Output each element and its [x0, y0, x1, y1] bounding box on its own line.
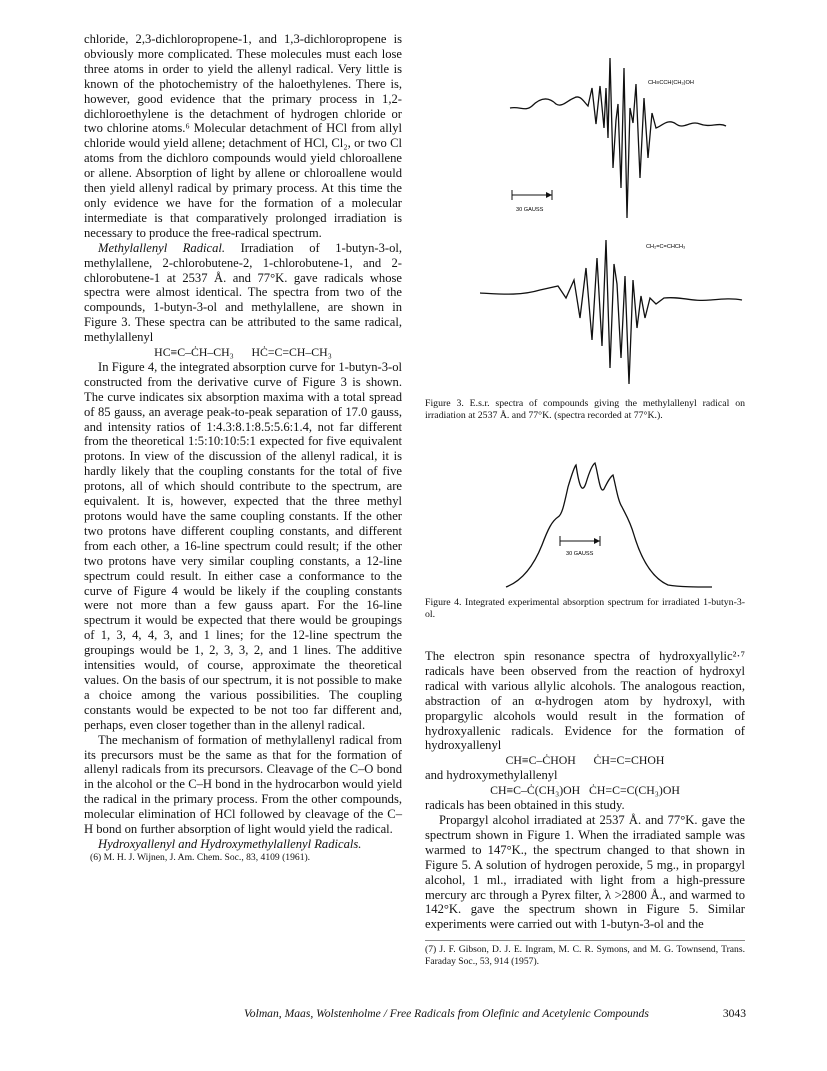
paragraph: In Figure 4, the integrated absorption curve for 1-butyn-3-ol constructed from the derivative curve of Figure 3 is shown. The curve indicates six absorption maxima with a total spread of 85 gauss, an average peak-to-peak separation of 17.0 gauss, and intensity ratios of 1:4.3:8.1:8.5:5.6:1.4, not far different from the theoretical 1:5:10:10:5:1 expected for five equivalent protons. In view of the discussion of the allenyl radical, it is hardly likely that the coupling constants for the total of five protons, all of which should contribute to the spectrum, are equivalent. It is, however, expected that the three methyl protons would have the same coupling constants. If the other two protons have different coupling constants, and different from each other, a 16-line spectrum could result; if the other two protons have very similar coupling constants, a 12-line spectrum could result. In either case a conformance to the curve of Figure 4 would be likely if the coupling constants were not more than a few gauss apart. For the 16-line spectrum it would be expected that there would be groupings of 1, 3, 4, 4, 3, and 1 lines; for the 12-line spectrum the groupings would be 1, 2, 3, 3, 2, and 1 lines. The additive intensities would, of course, approximate the theoretical values. On the basis of our spectrum, it is not possible to make a choice among the various possibilities. The coupling constants would be expected to be not too far different and, perhaps, even closer together than in the allenyl radical. — [84, 359, 402, 732]
chemical-formula: CH≡C–Ċ(CH₃)OH ĊH=C=C(CH₃)OH — [490, 783, 680, 798]
paragraph-body: Irradiation of 1-butyn-3-ol, methylallene, 2-chlorobutene-2, 1-chlorobutene-1, and 2-chlorobutene-1 at 2537 Å. and 77°K. gave radicals whose spectra were almost identical. The spectra from two of the compounds, 1-butyn-3-ol and methylallene, are shown in Figure 3. These spectra can be attributed to the same radical, methylallenyl — [84, 240, 403, 345]
page-number: 3043 — [722, 1007, 746, 1020]
chemical-formula: HC≡C–ĊH–CH₃ HĊ=C=CH–CH₃ — [154, 345, 332, 360]
right-column — [425, 649, 745, 967]
figure4-curve — [506, 463, 712, 587]
figure3-esr-spectra — [470, 28, 760, 396]
running-title: Volman, Maas, Wolstenholme / Free Radicals from Olefinic and Acetylenic Compounds — [244, 1007, 649, 1020]
paragraph: The mechanism of formation of methylallenyl radical from its precursors must be the same as that for the formation of allenyl radicals from its precursors. Cleavage of the C–O bond in the alcohol or the C–H bond in the hydrocarbon would yield the radical in the primary process. From the other compounds, molecular elimination of HCl followed by cleavage of the C–H bond on further absorption of light would yield the radical. — [84, 732, 402, 837]
paragraph: and hydroxymethylallenyl — [425, 768, 558, 783]
paragraph: Propargyl alcohol irradiated at 2537 Å. and 77°K. gave the spectrum shown in Figure 1. When the irradiated sample was warmed to 147°K., the spectrum changed to that shown in Figure 5. A solution of hydrogen peroxide, 5 mg., in propargyl alcohol, 1 ml., irradiated with light from a high-pressure mercury arc through a Pyrex filter, λ >2800 Å., and warmed to 142°K. gave the spectrum shown in Figure 5. Similar experiments were carried out with 1-butyn-3-ol and the — [425, 812, 745, 932]
section-heading: Hydroxyallenyl and Hydroxymethylallenyl Radicals. — [98, 836, 362, 851]
figure3-label-top: CH≡CCH(CH₃)OH — [648, 80, 694, 86]
footnote: (6) M. H. J. Wijnen, J. Am. Chem. Soc., 83, 4109 (1961). — [90, 851, 311, 863]
footnote: (7) J. F. Gibson, D. J. E. Ingram, M. C. R. Symons, and M. G. Townsend, Trans. Faraday Soc., 53, 914 (1957). — [425, 940, 745, 967]
section-heading: Methylallenyl Radical. — [98, 240, 226, 255]
figure3-bottom-spectrum — [480, 240, 742, 384]
paragraph: chloride, 2,3-dichloropropene-1, and 1,3-dichloropropene is obviously more complicated. These molecules must each lose three atoms in order to yield the allenyl radical. Very little is known of the photochemistry of the haloethylenes. There is, however, good evidence that the primary process in 1,2-dichloroethylene is the detachment of hydrogen chloride or two chlorine atoms.⁶ Molecular detachment of HCl from allyl chloride would yield allene; detachment of HCl, Cl₂, or two Cl atoms from the dichloro compounds would yield chloroallene or allene. Absorption of light by allene or chloroallene would then yield allenyl radical by primary process. At this time the only evidence we have for the formation of a molecular intermediate is that comparatively prolonged irradiation is necessary to produce the free-radical spectrum. — [84, 32, 402, 240]
figure3-caption: Figure 3. E.s.r. spectra of compounds giving the methylallenyl radical on irradiation at 2537 Å. and 77°K. (spectra recorded at 77°K.). — [425, 398, 745, 421]
paragraph — [84, 241, 402, 345]
left-column — [84, 32, 402, 863]
figure4-caption: Figure 4. Integrated experimental absorption spectrum for irradiated 1-butyn-3-ol. — [425, 597, 745, 620]
page-footer — [244, 1007, 746, 1020]
figure3-label-bottom: CH₂=C=CHCH₃ — [646, 244, 686, 250]
figure4-absorption-spectrum — [500, 455, 720, 590]
chemical-formula: CH≡C–ĊHOH ĊH=C=CHOH — [505, 753, 665, 768]
figure3-scale-label: 30 GAUSS — [516, 207, 544, 213]
figure4-scale-label: 30 GAUSS — [566, 551, 594, 557]
paragraph: radicals has been obtained in this study. — [425, 798, 625, 813]
paragraph: The electron spin resonance spectra of hydroxyallylic²·⁷ radicals have been observed from the reaction of hydroxyl radical with various allylic alcohols. The analogous reaction, abstraction of an α-hydrogen atom by hydroxyl, with propargylic alcohols would result in the formation of hydroxyallenic radicals. Evidence for the formation of hydroxyallenyl — [425, 649, 745, 753]
